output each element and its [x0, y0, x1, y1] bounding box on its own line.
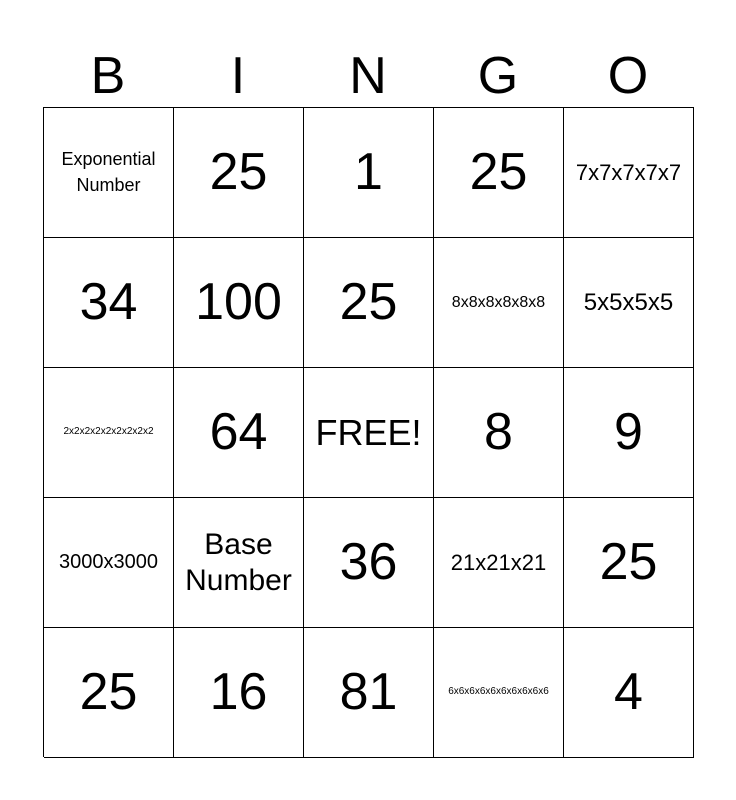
bingo-cell[interactable]: 1	[304, 108, 434, 238]
bingo-cell[interactable]: 21x21x21	[434, 498, 564, 628]
bingo-cell[interactable]: 25	[564, 498, 694, 628]
bingo-cell[interactable]: 16	[174, 628, 304, 758]
bingo-cell[interactable]: 8x8x8x8x8x8	[434, 238, 564, 368]
header-letter-g: G	[477, 47, 519, 105]
header-letter-o: O	[607, 47, 649, 105]
header-letter-n: N	[349, 47, 387, 105]
bingo-cell[interactable]: 64	[174, 368, 304, 498]
bingo-cell[interactable]: 25	[174, 108, 304, 238]
bingo-cell[interactable]: 25	[304, 238, 434, 368]
bingo-cell[interactable]: 5x5x5x5	[564, 238, 694, 368]
bingo-cell[interactable]: 2x2x2x2x2x2x2x2x2	[44, 368, 174, 498]
bingo-cell[interactable]: 36	[304, 498, 434, 628]
bingo-board	[43, 107, 694, 757]
bingo-cell[interactable]: 7x7x7x7x7	[564, 108, 694, 238]
header-letter-b: B	[90, 47, 126, 105]
bingo-cell[interactable]: 25	[44, 628, 174, 758]
bingo-cell[interactable]: 6x6x6x6x6x6x6x6x6x6	[434, 628, 564, 758]
bingo-header	[43, 44, 693, 108]
bingo-cell[interactable]: 8	[434, 368, 564, 498]
header-letter-i: I	[230, 47, 246, 105]
bingo-cell[interactable]: 34	[44, 238, 174, 368]
free-space-cell[interactable]: FREE!	[304, 368, 434, 498]
bingo-cell[interactable]: 81	[304, 628, 434, 758]
bingo-cell[interactable]: 3000x3000	[44, 498, 174, 628]
bingo-cell[interactable]: Base Number	[174, 498, 304, 628]
bingo-cell[interactable]: 25	[434, 108, 564, 238]
bingo-cell[interactable]: 9	[564, 368, 694, 498]
bingo-cell[interactable]: 100	[174, 238, 304, 368]
bingo-cell[interactable]: 4	[564, 628, 694, 758]
bingo-cell[interactable]: Exponential Number	[44, 108, 174, 238]
